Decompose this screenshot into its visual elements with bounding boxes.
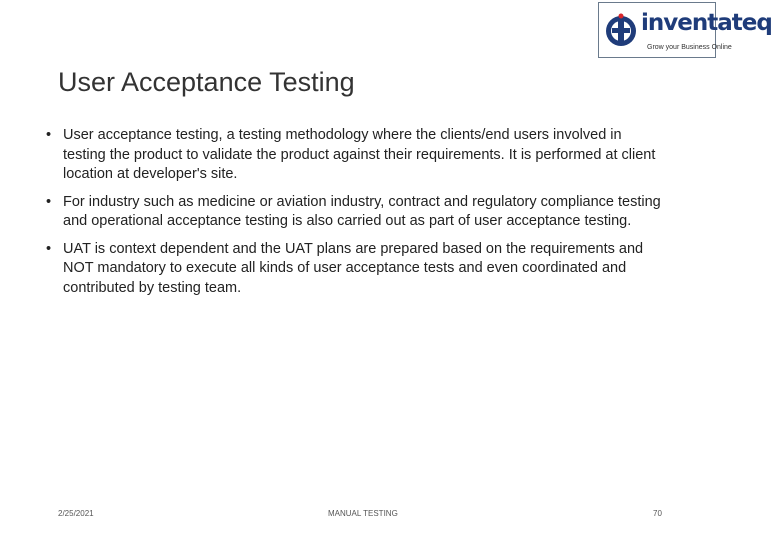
bullet-list (46, 126, 668, 306)
page-number: 70 (653, 509, 662, 518)
bullet-text: For industry such as medicine or aviation industry, contract and regulatory compliance testing and operational acceptance testing is also carried out as part of user acceptance testing. (63, 193, 661, 229)
bullet-item (46, 126, 668, 185)
logo-tagline: Grow your Business Online (647, 44, 732, 51)
slide-title: User Acceptance Testing (58, 67, 355, 97)
bullet-item (46, 240, 668, 299)
footer-date: 2/25/2021 (58, 509, 94, 518)
bullet-icon: • (46, 240, 52, 257)
company-logo (598, 2, 772, 58)
bullet-item (46, 193, 668, 232)
logo-mark-icon (605, 11, 637, 51)
bullet-text: UAT is context dependent and the UAT plans are prepared based on the requirements and NOT mandatory to execute all kinds of user acceptance tests and even coordinated and contributed by testing team. (63, 240, 644, 296)
logo-wordmark: inventateq (641, 10, 772, 36)
bullet-text: User acceptance testing, a testing methodology where the clients/end users involved in testing the product to validate the product against their requirements. It is performed at client location at developer's site. (63, 127, 656, 182)
footer-title: MANUAL TESTING (328, 509, 398, 518)
bullet-icon: • (46, 193, 52, 210)
bullet-icon: • (46, 127, 52, 143)
